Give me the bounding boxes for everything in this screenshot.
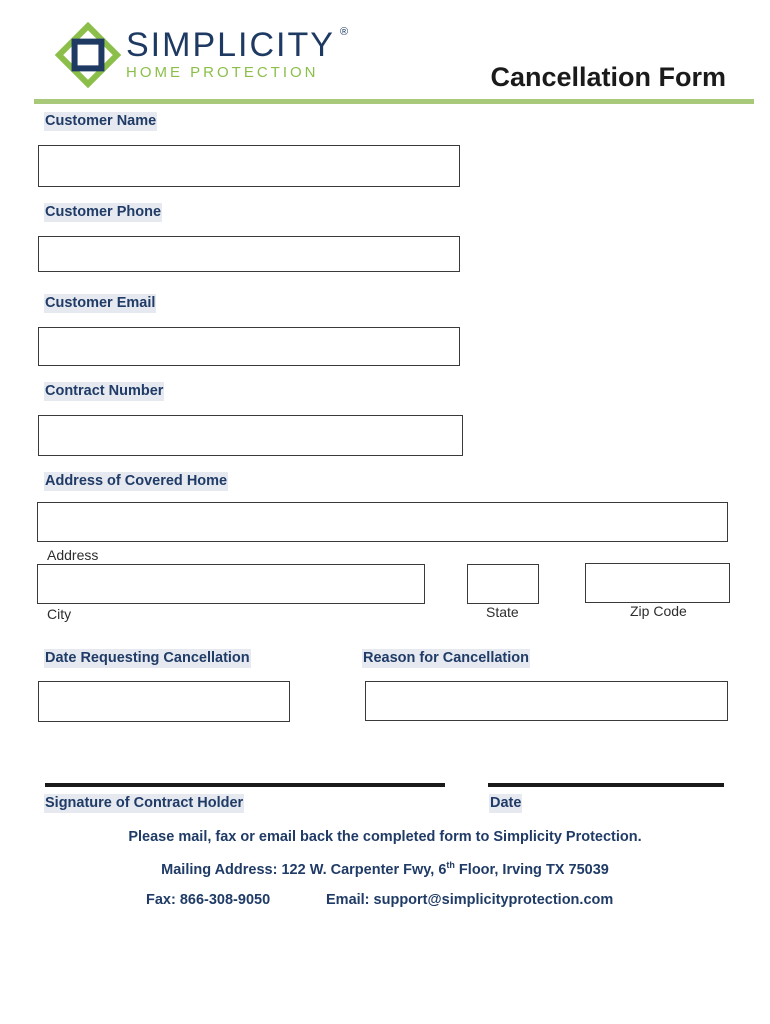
zip-code-field[interactable] bbox=[585, 563, 730, 603]
mailing-address-sup: th bbox=[446, 860, 455, 870]
zip-code-sublabel: Zip Code bbox=[630, 603, 687, 619]
registered-mark: ® bbox=[340, 26, 349, 38]
date-requesting-field[interactable] bbox=[38, 681, 290, 722]
address-sublabel: Address bbox=[47, 547, 99, 563]
customer-email-label: Customer Email bbox=[45, 295, 156, 311]
customer-name-field[interactable] bbox=[38, 145, 460, 187]
reason-label: Reason for Cancellation bbox=[363, 650, 529, 666]
signature-label: Signature of Contract Holder bbox=[45, 795, 244, 811]
header-divider bbox=[34, 99, 754, 104]
state-sublabel: State bbox=[486, 604, 519, 620]
signature-line[interactable] bbox=[45, 783, 445, 787]
support-email: Email: support@simplicityprotection.com bbox=[326, 892, 614, 908]
contract-number-label: Contract Number bbox=[45, 383, 164, 399]
date-requesting-label: Date Requesting Cancellation bbox=[45, 650, 250, 666]
state-field[interactable] bbox=[467, 564, 539, 604]
date-label: Date bbox=[490, 795, 522, 811]
city-sublabel: City bbox=[47, 606, 72, 622]
customer-email-field[interactable] bbox=[38, 327, 460, 366]
address-field[interactable] bbox=[37, 502, 728, 542]
city-field[interactable] bbox=[37, 564, 425, 604]
logo-wordmark: SIMPLICITY bbox=[126, 26, 335, 64]
company-logo bbox=[55, 22, 355, 92]
address-section-label: Address of Covered Home bbox=[45, 473, 228, 489]
contract-number-field[interactable] bbox=[38, 415, 463, 456]
customer-name-label: Customer Name bbox=[45, 113, 157, 129]
mailing-address bbox=[0, 860, 770, 878]
diamond-logo-icon bbox=[55, 22, 121, 88]
customer-phone-label: Customer Phone bbox=[45, 204, 162, 220]
logo-tagline: HOME PROTECTION bbox=[126, 64, 319, 81]
customer-phone-field[interactable] bbox=[38, 236, 460, 272]
return-instructions: Please mail, fax or email back the completed form to Simplicity Protection. bbox=[128, 829, 642, 845]
reason-field[interactable] bbox=[365, 681, 728, 721]
mailing-address-suffix: Floor, Irving TX 75039 bbox=[454, 861, 609, 878]
mailing-address-prefix: Mailing Address: 122 W. Carpenter Fwy, 6 bbox=[161, 861, 447, 878]
fax-number: Fax: 866-308-9050 bbox=[146, 892, 271, 908]
date-signature-line[interactable] bbox=[488, 783, 724, 787]
form-title: Cancellation Form bbox=[490, 62, 726, 92]
